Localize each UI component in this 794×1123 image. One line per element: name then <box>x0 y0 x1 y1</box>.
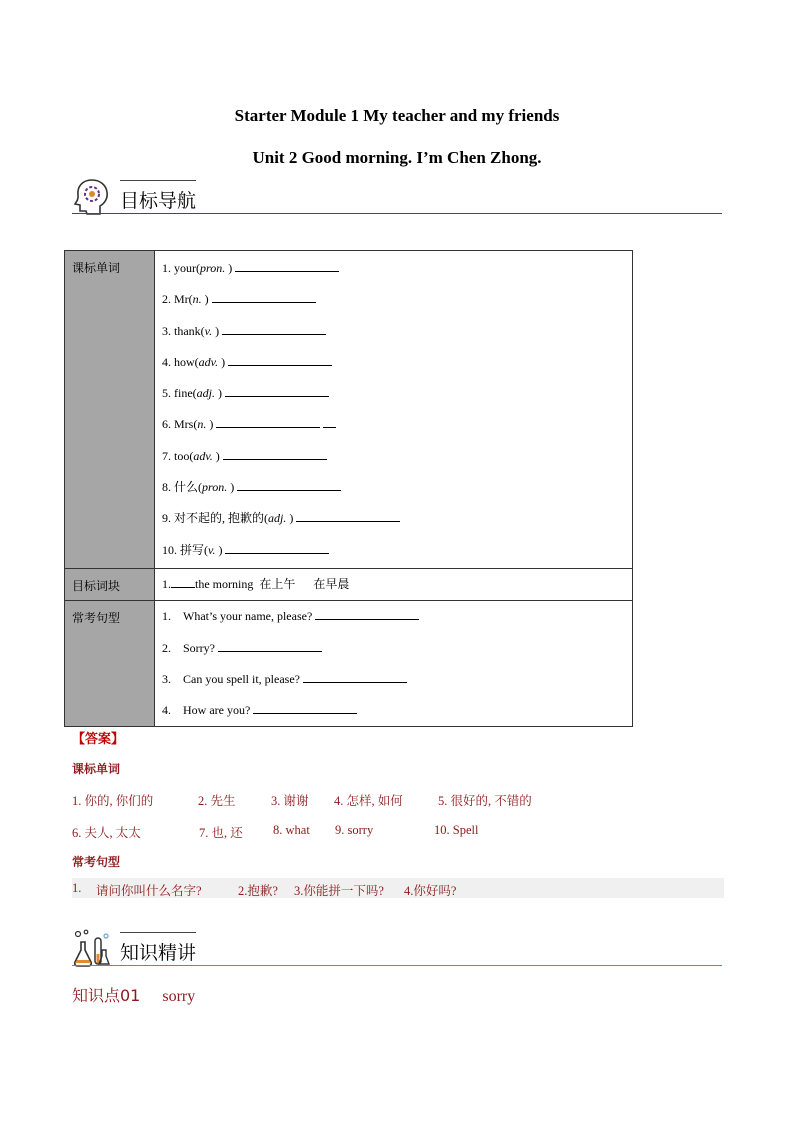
answer-blank[interactable] <box>235 258 339 272</box>
answer-row <box>72 878 724 898</box>
phrase-item: 1. the morning 在上午 在早晨 <box>155 568 633 600</box>
section-heading-knowledge <box>72 928 722 972</box>
table-row <box>65 568 633 600</box>
heading-decor-line <box>120 180 196 181</box>
answer-blank[interactable] <box>228 352 332 366</box>
vocab-item: 9. 对不起的, 抱歉的(adj. ) <box>162 503 632 534</box>
table-row <box>65 601 633 727</box>
vocab-item: 5. fine(adj. ) <box>162 378 632 409</box>
answer-blank[interactable] <box>323 414 336 428</box>
vocab-item: 2. Mr(n. ) <box>162 284 632 315</box>
vocab-item: 7. too(adv. ) <box>162 441 632 472</box>
vocab-item: 3. thank(v. ) <box>162 316 632 347</box>
answer-item: 1. <box>72 881 82 895</box>
answer-item: 3.你能拼一下吗? <box>294 884 384 898</box>
sentence-item: 2. Sorry? <box>162 633 632 664</box>
sentence-item: 4. How are you? <box>162 695 632 726</box>
row-header: 课标单词 <box>65 251 155 569</box>
sentence-item: 3. Can you spell it, please? <box>162 664 632 695</box>
answer-title: 【答案】 <box>72 732 125 747</box>
answer-blank[interactable] <box>212 289 316 303</box>
answer-item: 8. what <box>273 823 310 837</box>
unit-title: Unit 2 Good morning. I’m Chen Zhong. <box>252 148 542 167</box>
answer-blank[interactable] <box>225 383 329 397</box>
answer-subtitle: 常考句型 <box>72 855 121 869</box>
answer-blank[interactable] <box>218 638 322 652</box>
knowledge-point <box>72 983 195 1006</box>
vocab-item: 6. Mrs(n. ) <box>162 409 632 440</box>
answer-item: 10. Spell <box>434 823 479 837</box>
answer-item: 4.你好吗? <box>404 884 457 898</box>
vocab-item: 8. 什么(pron. ) <box>162 472 632 503</box>
answer-blank[interactable] <box>315 606 419 620</box>
module-title: Starter Module 1 My teacher and my friends <box>234 106 560 125</box>
lab-flask-icon <box>72 928 112 968</box>
answer-blank[interactable] <box>253 700 357 714</box>
row-header: 常考句型 <box>65 601 155 727</box>
answer-blank[interactable] <box>222 321 326 335</box>
heading-decor-line <box>120 932 196 933</box>
answer-subtitle: 课标单词 <box>72 762 121 776</box>
brain-gear-icon <box>72 176 112 216</box>
answer-blank[interactable] <box>303 669 407 683</box>
answer-item: 1. 你的, 你们的 <box>72 794 154 808</box>
vocab-table <box>64 250 633 727</box>
sentence-list <box>155 601 633 727</box>
answer-item: 9. sorry <box>335 823 374 837</box>
vocab-list <box>155 251 633 569</box>
section-label: 目标导航 <box>120 190 197 212</box>
vocab-item: 4. how(adv. ) <box>162 347 632 378</box>
answer-item: 6. 夫人, 太太 <box>72 826 141 840</box>
answer-item: 4. 怎样, 如何 <box>334 794 403 808</box>
vocab-item: 10. 拼写(v. ) <box>162 535 632 566</box>
answer-item: 请问你叫什么名字? <box>96 884 202 898</box>
answer-blank[interactable] <box>237 477 341 491</box>
answer-item: 3. 谢谢 <box>271 794 309 808</box>
answer-blank[interactable] <box>223 446 327 460</box>
knowledge-point-label: 知识点01 <box>72 986 141 1005</box>
knowledge-point-word: sorry <box>162 988 196 1005</box>
answer-item: 7. 也, 还 <box>199 826 243 840</box>
vocab-item: 1. your(pron. ) <box>162 253 632 284</box>
answer-blank[interactable] <box>216 414 320 428</box>
section-heading-goals <box>72 176 722 220</box>
section-rule <box>72 965 722 966</box>
answer-blank[interactable] <box>225 540 329 554</box>
answer-blank[interactable] <box>296 508 400 522</box>
section-label: 知识精讲 <box>120 942 197 964</box>
answer-item: 2.抱歉? <box>238 884 278 898</box>
table-row <box>65 251 633 569</box>
answer-item: 2. 先生 <box>198 794 236 808</box>
sentence-item: 1. What’s your name, please? <box>162 601 632 632</box>
answer-blank[interactable] <box>171 574 195 588</box>
section-rule <box>72 213 722 214</box>
row-header: 目标词块 <box>65 568 155 600</box>
answer-item: 5. 很好的, 不错的 <box>438 794 532 808</box>
